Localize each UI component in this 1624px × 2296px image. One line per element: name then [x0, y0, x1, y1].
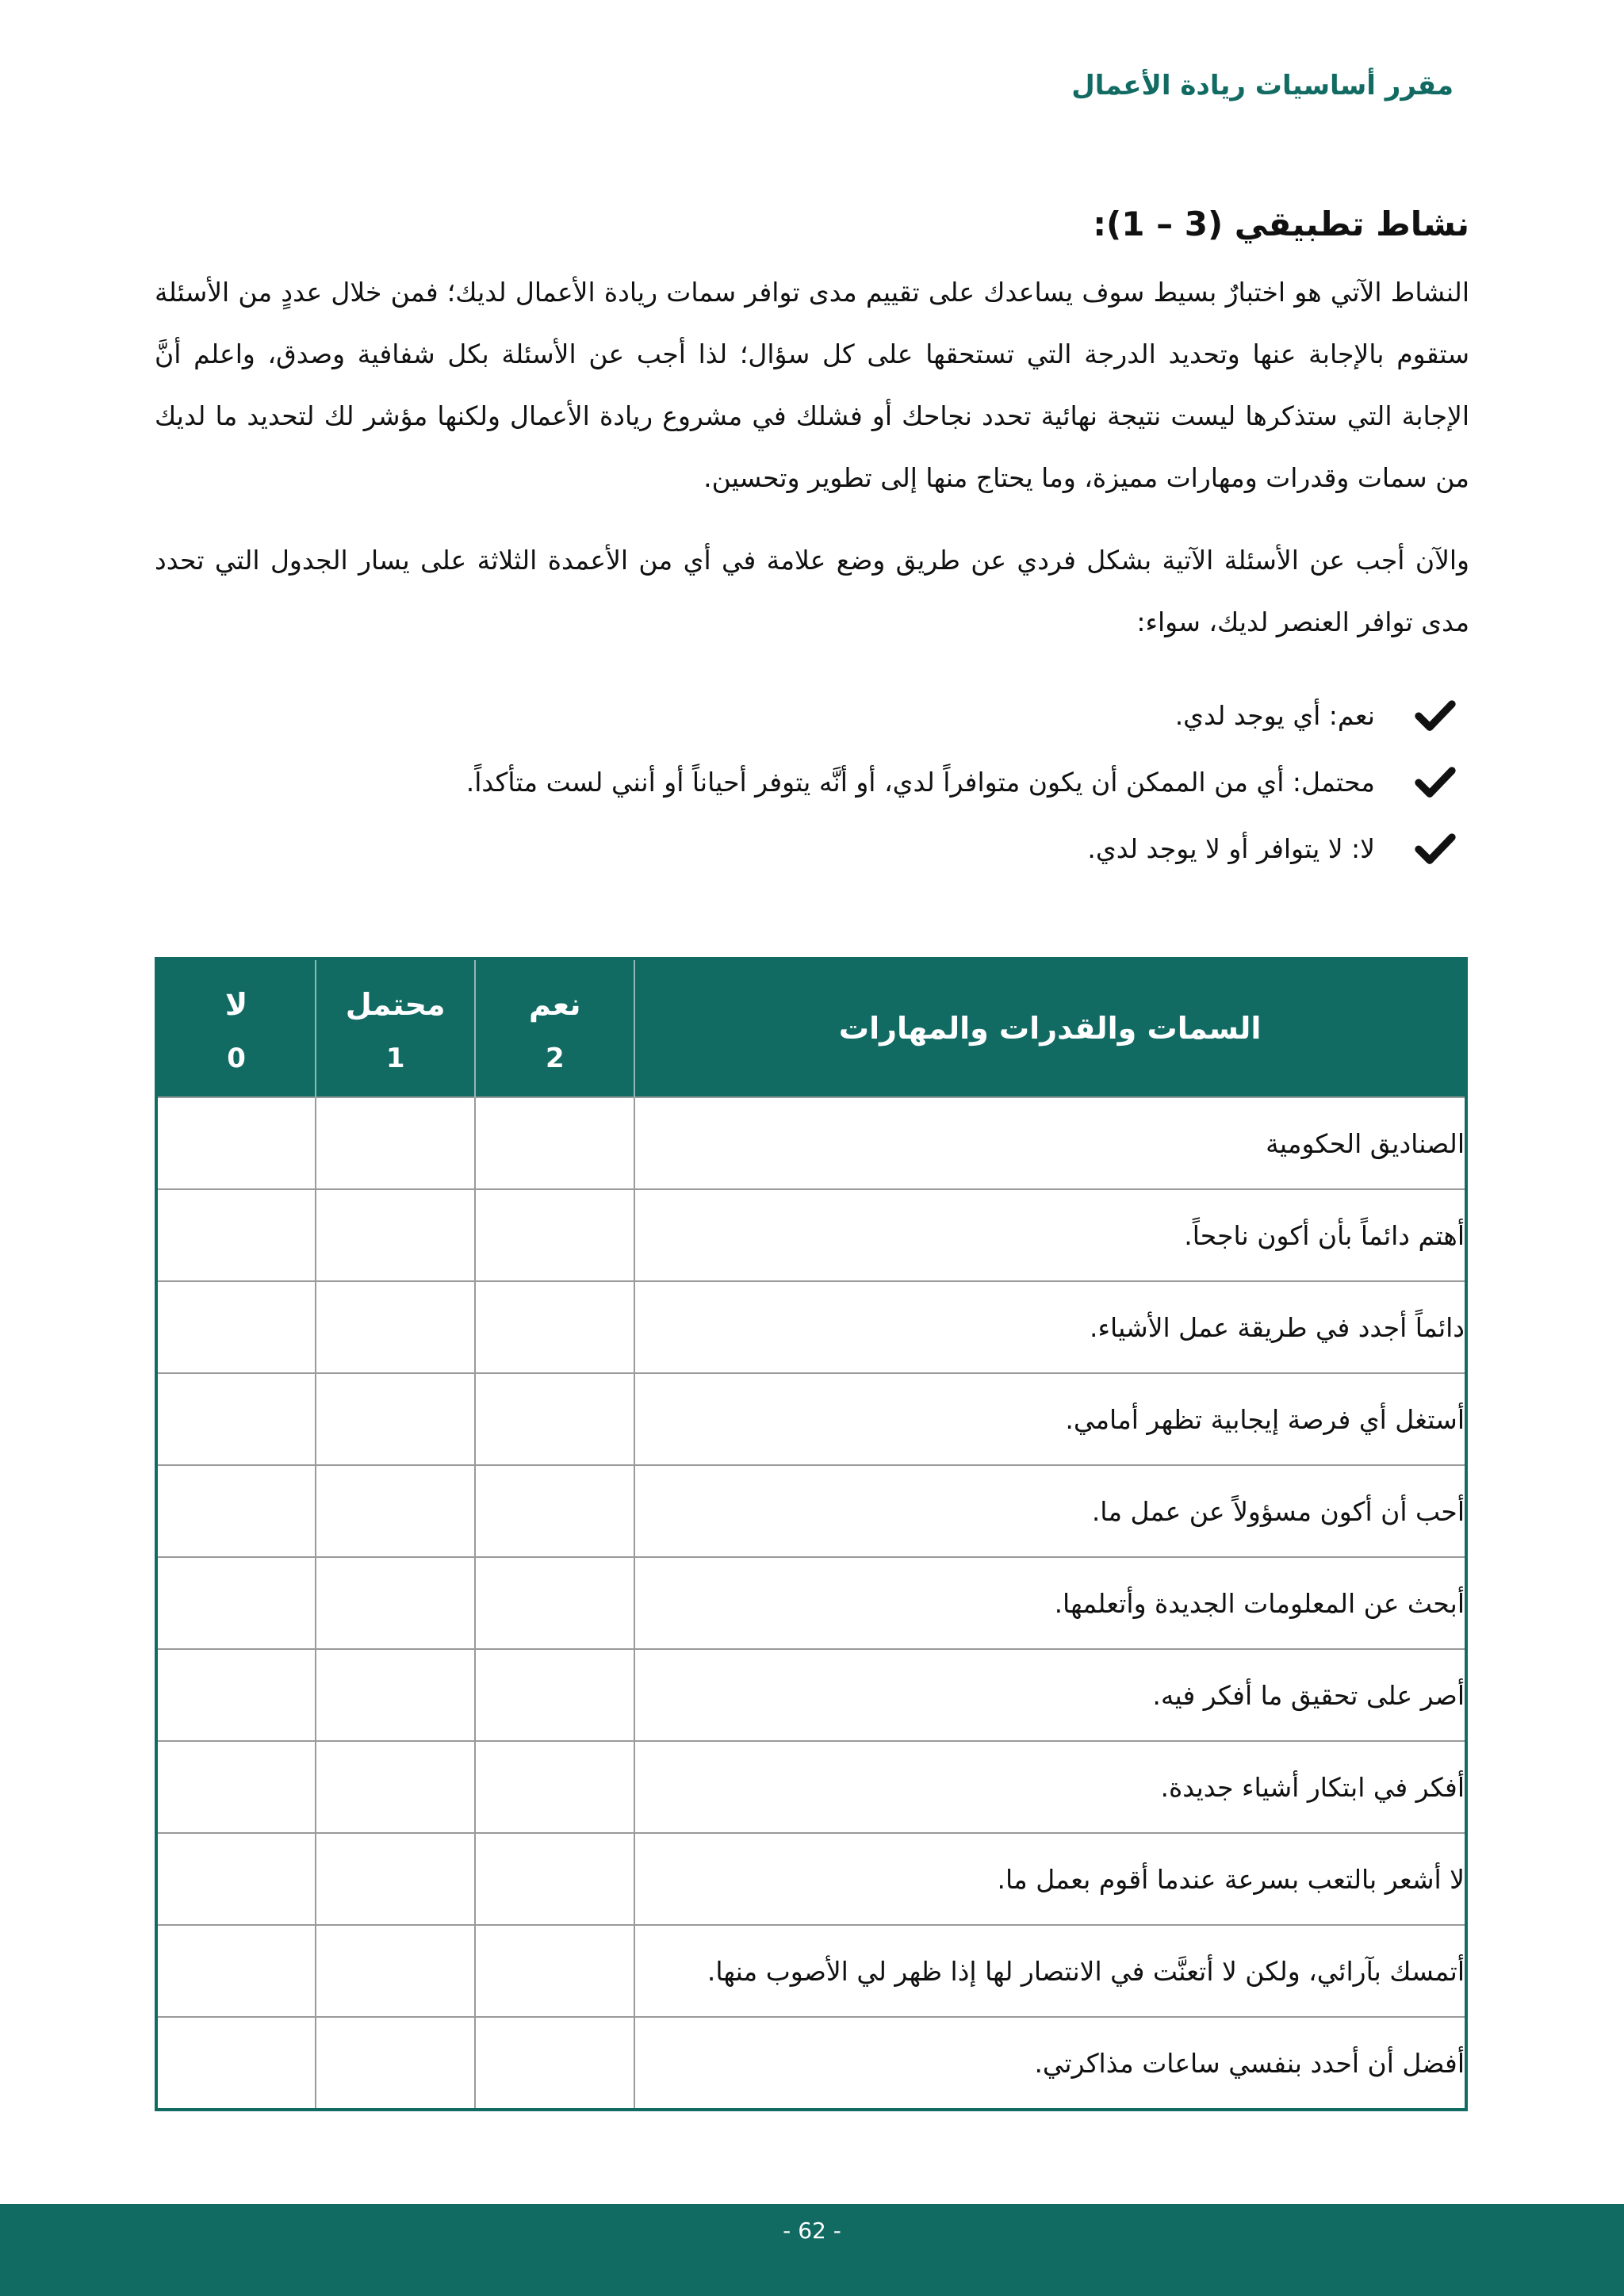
- table-row: [156, 2017, 1466, 2110]
- table-row: [156, 1741, 1466, 1833]
- yes-cell[interactable]: [475, 1925, 634, 2017]
- skills-table: [155, 957, 1468, 2111]
- checkmark-icon: [1413, 693, 1457, 737]
- no-cell[interactable]: [156, 1741, 316, 1833]
- option-text: محتمل: أي من الممكن أن يكون متوافراً لدي، أو أنَّه يتوفر أحياناً أو أنني لست متأكداً.: [465, 766, 1375, 798]
- table-row: [156, 1557, 1466, 1649]
- footer-bar: [0, 2204, 1624, 2296]
- header-maybe-score: 1: [385, 1043, 405, 1074]
- trait-cell: أفكر في ابتكار أشياء جديدة.: [634, 1741, 1466, 1833]
- table-row: [156, 1097, 1466, 1189]
- checkmark-icon: [1413, 760, 1457, 804]
- maybe-cell[interactable]: [316, 1373, 475, 1465]
- yes-cell[interactable]: [475, 1833, 634, 1925]
- page-number: - 62 -: [783, 2217, 841, 2244]
- table-row: [156, 1465, 1466, 1557]
- header-trait: السمات والقدرات والمهارات: [634, 959, 1466, 1097]
- option-text: لا: لا يتوافر أو لا يوجد لدي.: [1087, 832, 1375, 864]
- maybe-cell[interactable]: [316, 1833, 475, 1925]
- maybe-cell[interactable]: [316, 1189, 475, 1281]
- header-yes-label: نعم: [529, 987, 581, 1022]
- yes-cell[interactable]: [475, 1281, 634, 1373]
- header-maybe-label: محتمل: [345, 987, 446, 1022]
- options-list: [155, 682, 1457, 882]
- maybe-cell[interactable]: [316, 1465, 475, 1557]
- header-no: [156, 959, 316, 1097]
- yes-cell[interactable]: [475, 1373, 634, 1465]
- yes-cell[interactable]: [475, 1097, 634, 1189]
- yes-cell[interactable]: [475, 1741, 634, 1833]
- maybe-cell[interactable]: [316, 1097, 475, 1189]
- yes-cell[interactable]: [475, 1465, 634, 1557]
- header-no-label: لا: [224, 987, 248, 1022]
- trait-cell: أحب أن أكون مسؤولاً عن عمل ما.: [634, 1465, 1466, 1557]
- no-cell[interactable]: [156, 1097, 316, 1189]
- trait-cell: أستغل أي فرصة إيجابية تظهر أمامي.: [634, 1373, 1466, 1465]
- yes-cell[interactable]: [475, 2017, 634, 2110]
- trait-cell: أفضل أن أحدد بنفسي ساعات مذاكرتي.: [634, 2017, 1466, 2110]
- maybe-cell[interactable]: [316, 1925, 475, 2017]
- no-cell[interactable]: [156, 1189, 316, 1281]
- no-cell[interactable]: [156, 1925, 316, 2017]
- no-cell[interactable]: [156, 1557, 316, 1649]
- trait-cell: أهتم دائماً بأن أكون ناجحاً.: [634, 1189, 1466, 1281]
- no-cell[interactable]: [156, 1373, 316, 1465]
- maybe-cell[interactable]: [316, 1281, 475, 1373]
- option-maybe: [155, 748, 1457, 815]
- maybe-cell[interactable]: [316, 2017, 475, 2110]
- yes-cell[interactable]: [475, 1649, 634, 1741]
- trait-cell: أصر على تحقيق ما أفكر فيه.: [634, 1649, 1466, 1741]
- yes-cell[interactable]: [475, 1557, 634, 1649]
- header-no-score: 0: [227, 1043, 246, 1074]
- trait-cell: دائماً أجدد في طريقة عمل الأشياء.: [634, 1281, 1466, 1373]
- no-cell[interactable]: [156, 1465, 316, 1557]
- no-cell[interactable]: [156, 1649, 316, 1741]
- table-row: [156, 1281, 1466, 1373]
- option-no: [155, 815, 1457, 882]
- trait-cell: أبحث عن المعلومات الجديدة وأتعلمها.: [634, 1557, 1466, 1649]
- maybe-cell[interactable]: [316, 1741, 475, 1833]
- header-maybe: [316, 959, 475, 1097]
- option-yes: [155, 682, 1457, 748]
- maybe-cell[interactable]: [316, 1557, 475, 1649]
- table-row: [156, 1833, 1466, 1925]
- table-row: [156, 1189, 1466, 1281]
- instructions-paragraph: والآن أجب عن الأسئلة الآتية بشكل فردي عن طريق وضع علامة في أي من الأعمدة الثلاثة على يسار الجدول التي تحدد مدى توافر العنصر لديك، سواء:: [155, 545, 1469, 637]
- table-header-row: [156, 959, 1466, 1097]
- intro-paragraph: النشاط الآتي هو اختبارٌ بسيط سوف يساعدك على تقييم مدى توافر سمات ريادة الأعمال لديك؛ فمن خلال عددٍ من الأسئلة ستقوم بالإجابة عنها وتحديد الدرجة التي تستحقها على كل سؤال؛ لذا أجب عن الأسئلة بكل شفافية وصدق، واعلم أنَّ الإجابة التي ستذكرها ليست نتيجة نهائية تحدد نجاحك أو فشلك في مشروع ريادة الأعمال ولكنها مؤشر لك لتحديد ما لديك من سمات وقدرات ومهارات مميزة، وما يحتاج منها إلى تطوير وتحسين.: [155, 277, 1469, 493]
- option-text: نعم: أي يوجد لدي.: [1174, 699, 1375, 731]
- no-cell[interactable]: [156, 1281, 316, 1373]
- header-yes: [475, 959, 634, 1097]
- table-row: [156, 1925, 1466, 2017]
- checkmark-icon: [1413, 826, 1457, 871]
- yes-cell[interactable]: [475, 1189, 634, 1281]
- trait-cell: لا أشعر بالتعب بسرعة عندما أقوم بعمل ما.: [634, 1833, 1466, 1925]
- activity-title: نشاط تطبيقي (3 – 1):: [1093, 205, 1469, 243]
- header-yes-score: 2: [545, 1043, 565, 1074]
- header-title: مقرر أساسيات ريادة الأعمال: [1071, 70, 1454, 101]
- table-row: [156, 1649, 1466, 1741]
- maybe-cell[interactable]: [316, 1649, 475, 1741]
- trait-cell: أتمسك بآرائي، ولكن لا أتعنَّت في الانتصار لها إذا ظهر لي الأصوب منها.: [634, 1925, 1466, 2017]
- table-row: [156, 1373, 1466, 1465]
- no-cell[interactable]: [156, 2017, 316, 2110]
- no-cell[interactable]: [156, 1833, 316, 1925]
- trait-cell: الصناديق الحكومية: [634, 1097, 1466, 1189]
